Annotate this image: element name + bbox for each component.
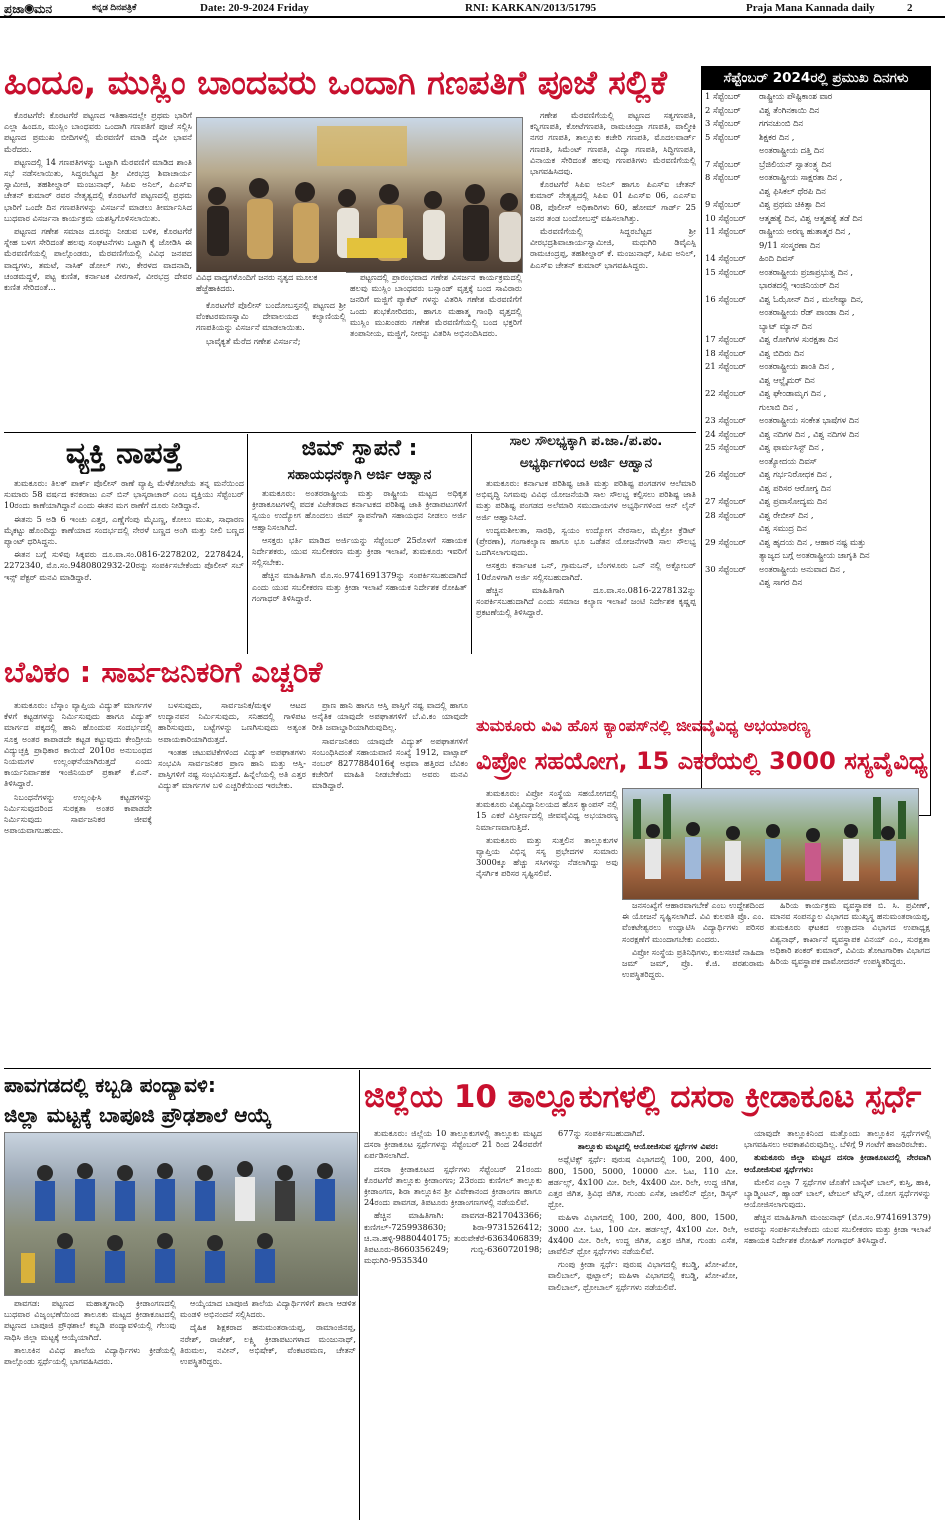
september-day-date: 22 ಸೆಪ್ಟೆಂಬರ್ bbox=[705, 388, 746, 398]
september-day-date bbox=[705, 483, 759, 495]
september-day-date: 9 ಸೆಪ್ಟೆಂಬರ್ bbox=[705, 199, 741, 209]
september-day-event: ಅಂತರಾಷ್ಟ್ರೀಯ ಪ್ರಜಾಪ್ರಭುತ್ವ ದಿನ , bbox=[759, 266, 854, 277]
september-day-date: 5 ಸೆಪ್ಟೆಂಬರ್ bbox=[705, 131, 741, 142]
september-day-event: ಶಿಕ್ಷಕರ ದಿನ , bbox=[759, 131, 795, 142]
september-day-row bbox=[702, 198, 930, 212]
september-day-date: 14 ಸೆಪ್ಟೆಂಬರ್ bbox=[705, 253, 746, 263]
september-day-date bbox=[705, 145, 759, 157]
september-day-date: 18 ಸೆಪ್ಟೆಂಬರ್ bbox=[705, 347, 746, 358]
september-day-row bbox=[702, 360, 930, 374]
september-day-event: ವಿಶ್ವ ಪರಿಸರ ಆರೋಗ್ಯ ದಿನ bbox=[759, 482, 831, 493]
rni-number: RNI: KARKAN/2013/51795 bbox=[465, 2, 597, 14]
loan-subhead: ಅಭ್ಯರ್ಥಿಗಳಿಂದ ಅರ್ಜಿ ಆಹ್ವಾನ bbox=[519, 455, 653, 471]
september-day-event: ವಿಶ್ವ ತೆಂಗಿನಕಾಯಿ ದಿನ bbox=[759, 104, 820, 115]
column-rule bbox=[247, 434, 248, 654]
september-day-date: 30 ಸೆಪ್ಟೆಂಬರ್ bbox=[705, 563, 746, 574]
ganesha-col1: ಕೊರಟಗೆರೆ: ಕೊರಟಗೆರೆ ಪಟ್ಟಣದ ಇತಿಹಾಸದಲ್ಲೇ ಪ್ರಥಮ ಭಾರಿಗೆ ಎಲ್ಲಾ ಹಿಂದೂ, ಮುಸ್ಲಿಂ ಬಾಂಧವರು ಒಂದಾಗಿ ಗಣಪತಿಗೆ ಪೂಜೆ ಸಲ್ಲಿಸಿ ಪಟ್ಟಣದ ಪ್ರಮುಖ ಬೀದಿಗಳಲ್ಲಿ ಮೆರವಣಿಗೆ ಮಾಡಿ ದೈವೀ ಭಾವನೆ ಮೆರೆದರು. ಪಟ್ಟಣದಲ್ಲಿ 14 ಗಣಪತಿಗಳನ್ನು ಒಟ್ಟಾಗಿ ಮೆರವಣಿಗೆ ಮಾಡಿದ ಶಾಂತಿ ಸಭೆ ನಡೆಸಲಾಯಿತು, ಸಿದ್ದರಬೆಟ್ಟದ ಶ್ರೀ ವೀರಭದ್ರ ಶಿವಾಚಾರ್ಯ ಸ್ವಾಮೀಜಿ, ತಹಶೀಲ್ದಾರ್ ಮಂಜುನಾಥ್, ಸಿಪಿಐ ಅನಿಲ್, ಪಿಎಸ್ಐ ಚೇತನ್ ಕುಮಾರ್ ರವರ ನೇತೃತ್ವದಲ್ಲಿ ಕೊರಟಗೆರೆ ಪಟ್ಟಣದಲ್ಲಿ ಪ್ರಥಮ ಭಾರಿಗೆ ಒಂದೇ ದಿನ ಗಣಪತಿಗಳನ್ನು ವಿಸರ್ಜನೆ ಮಾಡಲು ತೀರ್ಮಾನಿಸಿದ ಬುಧವಾರ ವಿಸರ್ಜನಾ ಕಾರ್ಯಕ್ರಮ ಯಶಸ್ವಿಗೊಳಿಸಲಾಯಿತು. ಪಟ್ಟಣದ ಗಣೇಶ ಸಮಾಜ ದೂರನ್ನು ನೀಡುವ ಬಳಿಕ, ಕೊರಟಗೆರೆ ಸ್ನೇಹ ಬಳಗ ಸೇರಿದಂತೆ ಹಲವು ಸಂಘಟನೆಗಳು ಒಟ್ಟಾಗಿ ಕೈ ಜೋಡಿಸಿ ಈ ಮೆರವಣಿಗೆಯಲ್ಲಿ ಪಾಲ್ಗೊಂಡರು, ಮೆರವಣಿಗೆಯಲ್ಲಿ ವಿವಿಧ ಜನಪದ ವಾದ್ಯಗಳು, ತಮಟೆ, ನಾಸಿಕ್ ಡೋಲ್ ಗಳು, ಕೇರಳದ ವಾದನಾದಿ, ಚಂಡಮದ್ದಳೆ, ಪಟ್ಟ ಕುಣಿತ, ಕರ್ನಾಟಕ ವೀರಗಾಸೆ, ವೀರಭದ್ರ ದೇವರ ಕುಣಿತ ಸೇರಿದಂತೆ... bbox=[4, 110, 192, 293]
september-day-date: 27 ಸೆಪ್ಟೆಂಬರ್ bbox=[705, 496, 746, 506]
september-day-event: ವಿಶ್ವ ಬಿದಿರು ದಿನ bbox=[759, 347, 805, 358]
warning-headline: ಬೆವಿಕಂ : ಸಾರ್ವಜನಿಕರಿಗೆ ಎಚ್ಚರಿಕೆ bbox=[4, 655, 323, 689]
september-day-row bbox=[702, 509, 930, 523]
biodiversity-col1: ತುಮಕೂರು: ವಿಪ್ರೋ ಸಂಸ್ಥೆಯ ಸಹಯೋಗದಲ್ಲಿ ತುಮಕೂರು ವಿಶ್ವವಿದ್ಯಾನಿಲಯದ ಹೊಸ ಕ್ಯಾಂಪಸ್ ನಲ್ಲಿ 15 ಎಕರೆ ವಿಸ್ತೀರ್ಣದಲ್ಲಿ ಜೀವವೈವಿಧ್ಯ ಅಭಯಾರಣ್ಯ ನಿರ್ಮಾಣವಾಗುತ್ತಿದೆ. ತುಮಕೂರು ಮತ್ತು ಸುತ್ತಲಿನ ತಾಲ್ಲೂಕುಗಳ ವ್ಯಾಪ್ತಿಯ ವಿಭಿನ್ನ ಸಸ್ಯ ಪ್ರಭೇದಗಳ ಸುಮಾರು 3000ಕ್ಕೂ ಹೆಚ್ಚು ಸಸಿಗಳನ್ನು ನೆಡಲಾಗಿದ್ದು ಅವು ನೈಸರ್ಗಿಕ ಪರಿಸರ ಸೃಷ್ಟಿಸಲಿವೆ. bbox=[476, 788, 618, 879]
september-day-row bbox=[702, 387, 930, 401]
september-day-date: 1 ಸೆಪ್ಟೆಂಬರ್ bbox=[705, 91, 741, 101]
september-day-event: ವಿಶ್ವ ಫಾರ್ಮಸಿಸ್ಟ್ ದಿನ , bbox=[759, 442, 825, 452]
september-day-event: ವಿಶ್ವ ಘೇಂಡಾಮೃಗ ದಿನ , bbox=[759, 388, 827, 398]
september-day-row bbox=[702, 266, 930, 280]
september-day-row bbox=[702, 441, 930, 455]
september-day-row bbox=[702, 374, 930, 388]
september-day-row bbox=[702, 495, 930, 509]
biodiversity-col3: ಹಿರಿಯ ಕಾರ್ಯಕ್ರಮ ವ್ಯವಸ್ಥಾಪಕ ಬಿ. ಸಿ. ಪ್ರವೀಣ್, ಮಾನವ ಸಂಪನ್ಮೂಲ ವಿಭಾಗದ ಮುಖ್ಯಸ್ಥ ಹನುಮಂತರಾಯಪ್ಪ, ತುಮಕೂರು ಘಟಕದ ಉತ್ಪಾದನಾ ವಿಭಾಗದ ಉಪಾಧ್ಯಕ್ಷ ವಿಶ್ವನಾಥ್, ಕಾರ್ಖಾನೆ ವ್ಯವಸ್ಥಾಪಕ ವಿನಯ್ ಎಂ., ಸುರಕ್ಷತಾ ಅಧಿಕಾರಿ ಶಂಕರ್ ಕುಮಾರ್, ವಿವಿಯ ತೋಟಗಾರಿಕಾ ವಿಭಾಗದ ಹಿರಿಯ ವ್ಯವಸ್ಥಾಪಕ ದಾಮೋದರನ್ ಉಪಸ್ಥಿತರಿದ್ದರು. bbox=[770, 900, 930, 967]
header-divider bbox=[0, 16, 945, 18]
ganesha-col2b: ಪಟ್ಟಣದಲ್ಲಿ ಪ್ರಾರಂಭವಾದ ಗಣೇಶ ವಿಸರ್ಜನ ಕಾರ್ಯಕ್ರಮದಲ್ಲಿ ಹಲವು ಮುಸ್ಲಿಂ ಬಾಂಧವರು ಬಸ್ಸಾಂಡ್ ವೃತ್ತಕ್ಕೆ ಬಂದ ಸಾವಿರಾರು ಜನರಿಗೆ ಮಜ್ಜಿಗೆ ಪ್ಯಾಕೆಟ್ ಗಳನ್ನು ವಿತರಿಸಿ ಗಣೇಶ ಮೆರವಣಿಗೆಗೆ ಒಂದು ಶುಭಕೋರಿದರು, ಹಾಗೂ ಮಹಾತ್ಮ ಗಾಂಧಿ ವೃತ್ತದಲ್ಲಿ ಮುಸ್ಲಿಂ ಮುಖಂಡರು ಗಣೇಶ ಮೆರವಣಿಗೆಯಲ್ಲಿ ಬಂದ ಭಕ್ತರಿಗೆ ತಂಪಾನೀಯ, ಮಜ್ಜಿಗೆ, ನೀರನ್ನು ವಿತರಿಸಿ ಅಭಿನಂದಿಸಿದರು. bbox=[350, 272, 522, 339]
september-day-row bbox=[702, 414, 930, 428]
september-day-row bbox=[702, 252, 930, 266]
september-day-event: ಅಂತರಾಷ್ಟ್ರೀಯ ಸಾಕ್ಷರತಾ ದಿನ , bbox=[759, 172, 843, 182]
september-day-date bbox=[705, 456, 759, 468]
september-day-row bbox=[702, 144, 930, 158]
september-day-event: ಅಂತರಾಷ್ಟ್ರೀಯ ದತ್ತಿ ದಿನ bbox=[759, 145, 824, 155]
biodiversity-kicker: ತುಮಕೂರು ವಿವಿ ಹೊಸ ಕ್ಯಾಂಪಸ್‌ನಲ್ಲಿ ಜೀವವೈವಿಧ್ಯ ಅಭಯಾರಣ್ಯ bbox=[476, 716, 811, 735]
september-day-row bbox=[702, 90, 930, 104]
september-day-date: 16 ಸೆಪ್ಟೆಂಬರ್ bbox=[705, 293, 746, 304]
september-day-event: ಬ್ಯಾಟ್ ಮ್ಯಾನ್ ದಿನ bbox=[759, 320, 812, 331]
gym-headline: ಜಿಮ್ ಸ್ಥಾಪನೆ : bbox=[301, 436, 418, 461]
september-day-row bbox=[702, 158, 930, 172]
september-day-date bbox=[705, 321, 759, 333]
gym-body: ತುಮಕೂರು: ಅಂತರರಾಷ್ಟ್ರೀಯ ಮತ್ತು ರಾಷ್ಟ್ರೀಯ ಮಟ್ಟದ ಅಧಿಕೃತ ಕ್ರೀಡಾಕೂಟಗಳಲ್ಲಿ ಪದಕ ವಿಜೇತರಾದ ಕರ್ನಾಟಕದ ಪರಿಶಿಷ್ಟ ಜಾತಿ ಕ್ರೀಡಾಪಟುಗಳಿಗೆ ಸ್ವಯಂ ಉದ್ಯೋಗ ಹೊಂದಲು ಜಿಮ್ ಸ್ಥಾಪನೆಗಾಗಿ ಸಹಾಯಧನ ನೀಡಲು ಅರ್ಜಿ ಆಹ್ವಾನಿಸಲಾಗಿದೆ. ಆಸಕ್ತರು ಭರ್ತಿ ಮಾಡಿದ ಅರ್ಜಿಯನ್ನು ಸೆಪ್ಟೆಂಬರ್ 25ರೊಳಗೆ ಸಹಾಯಕ ನಿರ್ದೇಶಕರು, ಯುವ ಸಬಲೀಕರಣ ಮತ್ತು ಕ್ರೀಡಾ ಇಲಾಖೆ, ತುಮಕೂರು ಇವರಿಗೆ ಸಲ್ಲಿಸಬೇಕು. ಹೆಚ್ಚಿನ ಮಾಹಿತಿಗಾಗಿ ಮೊ.ಸಂ.9741691379ನ್ನು ಸಂಪರ್ಕಿಸಬಹುದಾಗಿದೆ ಎಂದು ಯುವ ಸಬಲೀಕರಣ ಮತ್ತು ಕ್ರೀಡಾ ಇಲಾಖೆ ಸಹಾಯಕ ನಿರ್ದೇಶಕ ರೋಹಿತ್ ಗಂಗಾಧರ್ ತಿಳಿಸಿದ್ದಾರೆ. bbox=[252, 488, 467, 603]
section-divider bbox=[4, 1068, 931, 1069]
september-day-row bbox=[702, 104, 930, 118]
team-photo-icon bbox=[5, 1133, 357, 1295]
loan-body: ತುಮಕೂರು: ಕರ್ನಾಟಕ ಪರಿಶಿಷ್ಟ ಜಾತಿ ಮತ್ತು ಪರಿಶಿಷ್ಟ ಪಂಗಡಗಳ ಆಲೆಮಾರಿ ಅಭಿವೃದ್ಧಿ ನಿಗಮವು ವಿವಿಧ ಯೋಜನೆಯಡಿ ಸಾಲ ಸೌಲಭ್ಯ ಕಲ್ಪಿಸಲು ಪರಿಶಿಷ್ಟ ಜಾತಿ ಮತ್ತು ಪರಿಶಿಷ್ಟ ಪಂಗಡದ ಅಲೆಮಾರಿ ಸಮುದಾಯಗಳ ಅಭ್ಯರ್ಥಿಗಳಿಂದ ಆನ್ ಲೈನ್ ಅರ್ಜಿ ಆಹ್ವಾನಿಸಿದೆ. ಉದ್ಯಮಶೀಲತಾ, ಸಾರಥಿ, ಸ್ವಯಂ ಉದ್ಯೋಗ ನೇರಸಾಲ, ಮೈಕ್ರೋ ಕ್ರೆಡಿಟ್ (ಪ್ರೇರಣಾ), ಗಂಗಾಕಲ್ಯಾಣ ಹಾಗೂ ಭೂ ಒಡೆತನ ಯೋಜನೆಗಳಡಿ ಸಾಲ ಸೌಲಭ್ಯ ಒದಗಿಸಲಾಗುವುದು. ಆಸಕ್ತರು ಕರ್ನಾಟಕ ಒನ್, ಗ್ರಾಮಒನ್, ಬೆಂಗಳೂರು ಒನ್ ನಲ್ಲಿ ಅಕ್ಟೋಬರ್ 10ರೊಳಗಾಗಿ ಅರ್ಜಿ ಸಲ್ಲಿಸಬಹುದಾಗಿದೆ. ಹೆಚ್ಚಿನ ಮಾಹಿತಿಗಾಗಿ ದೂ.ವಾ.ಸಂ.0816-2278132ನ್ನು ಸಂಪರ್ಕಿಸಬಹುದಾಗಿದೆ ಎಂದು ಸಮಾಜ ಕಲ್ಯಾಣ ಇಲಾಖೆ ಜಂಟಿ ನಿರ್ದೇಶಕ ಕೃಷ್ಣಪ್ಪ ಪ್ರಕಟಣೆಯಲ್ಲಿ ತಿಳಿಸಿದ್ದಾರೆ. bbox=[476, 478, 696, 618]
september-days-title: ಸೆಪ್ಟೆಂಬರ್ 2024ರಲ್ಲಿ ಪ್ರಮುಖ ದಿನಗಳು bbox=[701, 66, 931, 90]
september-day-event: ತ್ಯಾಜ್ಯದ ಬಗ್ಗೆ ಅಂತರಾಷ್ಟ್ರೀಯ ಜಾಗೃತಿ ದಿನ bbox=[759, 550, 870, 560]
september-day-event: ವಿಶ್ವ ರೇಬೀಸ್ ದಿನ , bbox=[759, 509, 814, 520]
september-day-row bbox=[702, 117, 930, 131]
september-day-row bbox=[702, 212, 930, 226]
column-rule bbox=[471, 434, 472, 654]
page-number: 2 bbox=[907, 2, 913, 14]
september-day-date bbox=[705, 280, 759, 292]
missing-body: ತುಮಕೂರು: ತಿಲಕ್ ಪಾರ್ಕ್ ಪೊಲೀಸ್ ಠಾಣೆ ವ್ಯಾಪ್ತಿ ಮೆಳೆಕೋಟೆಯ ತನ್ನ ಮನೆಯಿಂದ ಸುಮಾರು 58 ವರ್ಷದ ಕನಕರಾಜು ಎನ್ ಬಿನ್ ಭಾಸ್ಕರಾಚಾರ್ ಎಂಬ ವ್ಯಕ್ತಿಯು ಸೆಪ್ಟೆಂಬರ್ 10ರಂದು ಕಾಣೆಯಾಗಿದ್ದಾನೆ ಎಂದು ಈತನ ಮಗ ಠಾಣೆಗೆ ದೂರು ನೀಡಿದ್ದಾನೆ. ಈತನು 5 ಅಡಿ 6 ಇಂಚು ಎತ್ತರ, ಎಣ್ಣೆಗೆಂಪು ಮೈಬಣ್ಣ, ಕೋಲು ಮುಖ, ಸಾಧಾರಣ ಮೈಕಟ್ಟು ಹೊಂದಿದ್ದು ಕಾಣೆಯಾದ ಸಂದರ್ಭದಲ್ಲಿ ನೇರಳೆ ಬಣ್ಣದ ಅಂಗಿ ಮತ್ತು ನೀಲಿ ಬಣ್ಣದ ಪ್ಯಾಂಟ್ ಧರಿಸಿದ್ದನು. ಈತನ ಬಗ್ಗೆ ಸುಳಿವು ಸಿಕ್ಕವರು ದೂ.ವಾ.ಸಂ.0816-2278202, 2278424, 2272340, ಮೊ.ಸಂ.9480802932-20ರನ್ನು ಸಂಪರ್ಕಿಸಬೇಕೆಂದು ಪೊಲೀಸ್ ಸಬ್ ಇನ್ಸ್ ಪೆಕ್ಟರ್ ಮನವಿ ಮಾಡಿದ್ದಾರೆ. bbox=[4, 478, 244, 582]
september-day-event: ಅಂತರಾಷ್ಟ್ರೀಯ ಅನುವಾದ ದಿನ , bbox=[759, 563, 846, 574]
september-day-row bbox=[702, 549, 930, 563]
september-day-date: 3 ಸೆಪ್ಟೆಂಬರ್ bbox=[705, 118, 741, 128]
gym-subhead: ಸಹಾಯಧನಕ್ಕಾಗಿ ಅರ್ಜಿ ಆಹ್ವಾನ bbox=[287, 467, 432, 483]
biodiversity-headline: ವಿಪ್ರೋ ಸಹಯೋಗ, 15 ಎಕರೆಯಲ್ಲಿ 3000 ಸಸ್ಯವೈವಿಧ್ಯ bbox=[476, 747, 928, 775]
september-day-date bbox=[705, 550, 759, 562]
september-day-event: ವಿಶ್ವ ಗರ್ಭನಿರೋಧಕ ದಿನ , bbox=[759, 469, 833, 479]
kabaddi-subhead: ಜಿಲ್ಲಾ ಮಟ್ಟಕ್ಕೆ ಬಾಪೂಜಿ ಪ್ರೌಢಶಾಲೆ ಆಯ್ಕೆ bbox=[4, 1103, 272, 1127]
september-day-row bbox=[702, 171, 930, 185]
september-day-event: 9/11 ಸಂಸ್ಮರಣಾ ದಿನ bbox=[759, 239, 821, 250]
column-rule bbox=[359, 1070, 360, 1520]
september-day-date: 21 ಸೆಪ್ಟೆಂಬರ್ bbox=[705, 361, 746, 371]
ganesha-photo-caption: ವಿವಿಧ ವಾದ್ಯಗಳೊಂದಿಗೆ ಜನರು ನೃತ್ಯದ ಮೂಲಕ ಹೆಜ್ಜೆಹಾಕಿದರು. bbox=[196, 272, 346, 300]
ganesha-col3: ಗಣೇಶ ಮೆರವಣಿಗೆಯಲ್ಲಿ ಪಟ್ಟಣದ ಸತ್ಯಗಣಪತಿ, ಕನ್ನಿಗಣಪತಿ, ಕೋಟೆಗಣಪತಿ, ರಾಮಚಂದ್ರಾ ಗಣಪತಿ, ವಾಲ್ಮೀಕಿ ನಗರ ಗಣಪತಿ, ತಾಲ್ಲೂಕು ಕಚೇರಿ ಗಣಪತಿ, ಮೊದಲವಾರ್ಡ್ ಗಣಪತಿ, ಸಿಮೆಂಟ್ ಗಣಪತಿ, ವಿದ್ಯಾ ಗಣಪತಿ, ಸಿದ್ಧಿಗಣಪತಿ, ವಿನಾಯಕ ಸೇರಿದಂತೆ ಹಲವು ಗಣಪತಿಗಳು ಮೆರವಣಿಗೆಯಲ್ಲಿ ಭಾಗವಹಿಸಿದವು. ಕೊರಟಗೆರೆ ಸಿಪಿಐ ಅನಿಲ್ ಹಾಗೂ ಪಿಎಸ್ಐ ಚೇತನ್ ಕುಮಾರ್ ನೇತೃತ್ವದಲ್ಲಿ ಸಿಪಿಐ 01 ಪಿಎಸ್ಐ 06, ಎಎಸ್ಐ 08, ಪೊಲೀಸ್ ಅಧಿಕಾರಿಗಳು 60, ಹೋಮ್ ಗಾರ್ಡ್ 25 ಜನರ ತಂಡ ಬಂದೋಬಸ್ತ್ ವಹಿಸಲಾಗಿತ್ತು. ಮೆರವಣಿಗೆಯಲ್ಲಿ ಸಿದ್ದರಬೆಟ್ಟದ ಶ್ರೀ ವೀರಭದ್ರಶಿವಾಚಾರ್ಯಸ್ವಾಮೀಜಿ, ಮಧುಗಿರಿ ಡಿವೈಎಸ್ಪಿ ರಾಮಚಂದ್ರಪ್ಪ, ತಹಶೀಲ್ದಾರ್ ಕೆ. ಮಂಜುನಾಥ್, ಸಿಪಿಐ ಅನಿಲ್, ಪಿಎಸ್ಐ ಚೇತನ್ ಕುಮಾರ್ ಭಾಗವಹಿಸಿದ್ದರು. bbox=[530, 110, 696, 270]
paper-tagline: ಕನ್ನಡ ದಿನಪತ್ರಿಕೆ bbox=[92, 2, 137, 12]
september-day-row bbox=[702, 279, 930, 293]
september-day-row bbox=[702, 536, 930, 550]
kabaddi-headline: ಪಾವಗಡದಲ್ಲಿ ಕಬ್ಬಡಿ ಪಂದ್ಯಾವಳಿ: bbox=[4, 1073, 216, 1097]
masthead bbox=[0, 0, 945, 16]
september-day-row bbox=[702, 428, 930, 442]
paper-logo: ಪ್ರಜಾ◉ಮನ bbox=[4, 2, 53, 16]
september-day-date bbox=[705, 240, 759, 252]
september-day-event: ಅಂತರಾಷ್ಟ್ರೀಯ ಸಂಕೇತ ಭಾಷೆಗಳ ದಿನ bbox=[759, 415, 859, 425]
ganesha-procession-photo bbox=[196, 117, 523, 273]
september-day-date bbox=[705, 186, 759, 198]
september-day-date: 11 ಸೆಪ್ಟೆಂಬರ್ bbox=[705, 226, 746, 236]
september-day-event: ಬ್ರೆಜಿಲಿಯನ್ ಸ್ವಾತಂತ್ರ್ಯ ದಿನ bbox=[759, 158, 832, 169]
september-day-event: ರಾಷ್ಟ್ರೀಯ ಪೌಷ್ಟಿಕಾಂಶ ವಾರ bbox=[759, 91, 833, 101]
september-day-event: ಗುಲಾಬಿ ದಿನ , bbox=[759, 401, 799, 412]
warning-col2: ಬಳಸುವುದು, ಸಾರ್ವಜನಿಕ/ಮಕ್ಕಳ ಆಟದ ಉದ್ಯಾನವನ ನಿರ್ಮಿಸುವುದು, ಸನಿಹದಲ್ಲಿ ಗಾಳಿಪಟ ಹಾರಿಸುವುದು, ಬಟ್ಟೆಗಳನ್ನು ಒಣಗಿಸುವುದು ಅತ್ಯಂತ ಅಪಾಯಕಾರಿಯಾಗಿರುತ್ತದೆ. ಇಂತಹ ಚಟುವಟಿಕೆಗಳಿಂದ ವಿದ್ಯುತ್ ಅಪಘಾತಗಳು ಸಂಭವಿಸಿ ಸಾರ್ವಜನಿಕರ ಪ್ರಾಣ ಹಾನಿ ಮತ್ತು ಆಸ್ತಿ-ಪಾಸ್ತಿಗಳಿಗೆ ನಷ್ಟ ಸಂಭವಿಸುತ್ತದೆ. ಹಿನ್ನೆಲೆಯಲ್ಲಿ ಅತಿ ಎತ್ತರ ವಿದ್ಯುತ್ ಮಾರ್ಗಗಳ ಬಳಿ ಎಚ್ಚರಿಕೆಯಿಂದ ಇರಬೇಕು. bbox=[158, 700, 306, 791]
missing-headline: ವ್ಯಕ್ತಿ ನಾಪತ್ತೆ bbox=[65, 436, 183, 471]
september-day-event: ವಿಶ್ವ ಓಝೋನ್ ದಿನ , ಮಲೇಷ್ಯಾ ದಿನ, bbox=[759, 293, 864, 304]
september-day-row bbox=[702, 293, 930, 307]
september-day-row bbox=[702, 482, 930, 496]
september-day-event: ವಿಶ್ವ ಫಿಸಿಕಲ್ ಥೆರಪಿ ದಿನ bbox=[759, 185, 826, 196]
september-day-row bbox=[702, 468, 930, 482]
kabaddi-team-photo bbox=[4, 1132, 358, 1296]
ganesha-col2a: ಕೊರಟಗೆರೆ ಪೊಲೀಸ್ ಬಂದೋಬಸ್ತನಲ್ಲಿ ಪಟ್ಟಣದ ಶ್ರೀ ವೆಂಕಟರಮಣಸ್ವಾಮಿ ದೇವಾಲಯದ ಕಲ್ಯಾಣಿಯಲ್ಲಿ ಗಣಪತಿಯನ್ನು ವಿಸರ್ಜನೆ ಮಾಡಲಾಯಿತು. ಭಾವೈಕ್ಯತೆ ಮೆರೆದ ಗಣೇಶ ವಿಸರ್ಜನೆ; bbox=[196, 300, 346, 346]
september-day-date: 26 ಸೆಪ್ಟೆಂಬರ್ bbox=[705, 469, 746, 479]
september-day-row bbox=[702, 563, 930, 577]
september-day-row bbox=[702, 320, 930, 334]
september-day-date: 24 ಸೆಪ್ಟೆಂಬರ್ bbox=[705, 428, 746, 439]
dasara-col3: ಯಾವುದೇ ತಾಲ್ಲೂಕಿನಿಂದ ಮತ್ತೊಂದು ತಾಲ್ಲೂಕಿನ ಸ್ಪರ್ಧೆಗಳಲ್ಲಿ ಭಾಗವಹಿಸಲು ಅವಕಾಶವಿರುವುದಿಲ್ಲ. ಬೆಳಿಗ್ಗೆ 9 ಗಂಟೆಗೆ ಹಾಜರಿರಬೇಕು. ತುಮಕೂರು ಜಿಲ್ಲಾ ಮಟ್ಟದ ದಸರಾ ಕ್ರೀಡಾಕೂಟದಲ್ಲಿ ನೇರವಾಗಿ ಆಯೋಜಿಸುವ ಸ್ಪರ್ಧೆಗಳು: ಮೇಲಿನ ಎಲ್ಲಾ 7 ಸ್ಪರ್ಧೆಗಳ ಜೊತೆಗೆ ಬಾಸ್ಕೆಟ್ ಬಾಲ್, ಕುಸ್ತಿ, ಹಾಕಿ, ಬ್ಯಾಡ್ಮಿಂಟನ್, ಹ್ಯಾಂಡ್ ಬಾಲ್, ಟೇಬಲ್ ಟೆನ್ನಿಸ್, ಯೋಗ ಸ್ಪರ್ಧೆಗಳನ್ನು ಆಯೋಜಿಸಲಾಗುವುದು. ಹೆಚ್ಚಿನ ಮಾಹಿತಿಗಾಗಿ ಮಂಜುನಾಥ್ (ಮೊ.ಸಂ.9741691379) ಅವರನ್ನು ಸಂಪರ್ಕಿಸಬೇಕೆಂದು ಯುವ ಸಬಲೀಕರಣ ಮತ್ತು ಕ್ರೀಡಾ ಇಲಾಖೆ ಸಹಾಯಕ ನಿರ್ದೇಶಕ ರೋಹಿತ್ ಗಂಗಾಧರ್ ತಿಳಿಸಿದ್ದಾರೆ. bbox=[744, 1128, 931, 1245]
september-day-event: ವಿಶ್ವ ರೋಗಿಗಳ ಸುರಕ್ಷತಾ ದಿನ bbox=[759, 334, 839, 344]
september-day-row bbox=[702, 185, 930, 199]
paper-name: Praja Mana Kannada daily bbox=[746, 2, 875, 14]
september-day-event: ವಿಶ್ವ ನದಿಗಳ ದಿನ , ವಿಶ್ವ ನದಿಗಳ ದಿನ bbox=[759, 428, 860, 439]
september-day-event: ವಿಶ್ವ ಪ್ರಥಮ ಚಿಕಿತ್ಸಾ ದಿನ bbox=[759, 199, 826, 209]
people-planting-photo-icon bbox=[623, 789, 918, 899]
september-day-row bbox=[702, 333, 930, 347]
biodiversity-photo bbox=[622, 788, 919, 900]
september-day-event: ಅಂತರಾಷ್ಟ್ರೀಯ ರೆಡ್ ಪಾಂಡಾ ದಿನ , bbox=[759, 307, 855, 317]
september-day-date: 7 ಸೆಪ್ಟೆಂಬರ್ bbox=[705, 158, 741, 169]
september-day-date: 17 ಸೆಪ್ಟೆಂಬರ್ bbox=[705, 334, 746, 344]
september-day-event: ವಿಶ್ವ ಸಾಗರ ದಿನ bbox=[759, 577, 803, 587]
september-day-row bbox=[702, 455, 930, 469]
dasara-col2: 677ನ್ನು ಸಂಪರ್ಕಿಸಬಹುದಾಗಿದೆ. ತಾಲ್ಲೂಕು ಮಟ್ಟದಲ್ಲಿ ಆಯೋಜಿಸುವ ಸ್ಪರ್ಧೆಗಳ ವಿವರ: ಅಥ್ಲೆಟಿಕ್ಸ್ ಸ್ಪರ್ಧೆ: ಪುರುಷ ವಿಭಾಗದಲ್ಲಿ 100, 200, 400, 800, 1500, 5000, 10000 ಮೀ. ಓಟ, 110 ಮೀ. ಹರ್ಡಲ್ಸ್, 4x100 ಮೀ. ರಿಲೇ, 4x400 ಮೀ. ರಿಲೇ, ಉದ್ದ ಜಿಗಿತ, ಎತ್ತರ ಜಿಗಿತ, ತ್ರಿವಿಧ ಜಿಗಿತ, ಗುಂಡು ಎಸೆತ, ಜಾವೆಲಿನ್ ಥ್ರೋ, ಡಿಸ್ಕಸ್ ಥ್ರೋ. ಮಹಿಳಾ ವಿಭಾಗದಲ್ಲಿ 100, 200, 400, 800, 1500, 3000 ಮೀ. ಓಟ, 100 ಮೀ. ಹರ್ಡಲ್ಸ್, 4x100 ಮೀ. ರಿಲೇ, 4x400 ಮೀ. ರಿಲೇ, ಉದ್ದ ಜಿಗಿತ, ಎತ್ತರ ಜಿಗಿತ, ಗುಂಡು ಎಸೆತ, ಜಾವೆಲಿನ್ ಥ್ರೋ ಸ್ಪರ್ಧೆಗಳು ನಡೆಯಲಿವೆ. ಗುಂಪು ಕ್ರೀಡಾ ಸ್ಪರ್ಧೆ: ಪುರುಷ ವಿಭಾಗದಲ್ಲಿ ಕಬಡ್ಡಿ, ಖೋ-ಖೋ, ವಾಲಿಬಾಲ್, ಫುಟ್ಬಾಲ್; ಮಹಿಳಾ ವಿಭಾಗದಲ್ಲಿ ಕಬಡ್ಡಿ, ಖೋ-ಖೋ, ವಾಲಿಬಾಲ್, ಥ್ರೋಬಾಲ್ ಸ್ಪರ್ಧೆಗಳು ನಡೆಯಲಿವೆ. bbox=[548, 1128, 738, 1292]
september-day-date: 8 ಸೆಪ್ಟೆಂಬರ್ bbox=[705, 172, 741, 182]
warning-col3: ಪ್ರಾಣ ಹಾನಿ ಹಾಗೂ ಆಸ್ತಿ ಪಾಸ್ತಿಗೆ ನಷ್ಟ ವಾದಲ್ಲಿ ಹಾಗೂ ಅನೈತಿಕ ಯಾವುದೇ ಅಪಘಾತಗಳಿಗೆ ಬೆ.ವಿ.ಕಂ ಯಾವುದೇ ರೀತಿ ಜವಾಬ್ದಾರಿಯಾಗಿರುವುದಿಲ್ಲ. ಸಾರ್ವಜನಿಕರು ಯಾವುದೇ ವಿದ್ಯುತ್ ಅಪಘಾತಗಳಿಗೆ ಸಂಬಂಧಿಸಿದಂತೆ ಸಹಾಯವಾಣಿ ಸಂಖ್ಯೆ 1912, ವಾಟ್ಸಾಪ್ ನಂಬರ್ 8277884016ಕ್ಕೆ ಅಥವಾ ಹತ್ತಿರದ ಬೆವಿಕಂ ಕಚೇರಿಗೆ ಮಾಹಿತಿ ನೀಡಬೇಕೆಂದು ಅವರು ಮನವಿ ಮಾಡಿದ್ದಾರೆ. bbox=[312, 700, 468, 791]
september-day-event: ರಾಷ್ಟ್ರೀಯ ಅರಣ್ಯ ಹುತಾತ್ಮರ ದಿನ , bbox=[759, 226, 851, 236]
september-day-event: ವಿಶ್ವ ಹೃದಯ ದಿನ , ಆಹಾರ ನಷ್ಟ ಮತ್ತು bbox=[759, 536, 866, 547]
september-day-row bbox=[702, 522, 930, 536]
september-day-date: 28 ಸೆಪ್ಟೆಂಬರ್ bbox=[705, 509, 746, 520]
september-day-date bbox=[705, 523, 759, 535]
loan-headline: ಸಾಲ ಸೌಲಭ್ಯಕ್ಕಾಗಿ ಪ.ಜಾ./ಪ.ಪಂ. bbox=[509, 433, 663, 449]
september-day-row bbox=[702, 347, 930, 361]
september-day-date bbox=[705, 307, 759, 319]
september-day-row bbox=[702, 225, 930, 239]
issue-date: Date: 20-9-2024 Friday bbox=[200, 2, 309, 14]
warning-col1: ತುಮಕೂರು: ಬೆಸ್ಕಾಂ ವ್ಯಾಪ್ತಿಯ ವಿದ್ಯುತ್ ಮಾರ್ಗಗಳ ಕೆಳಗೆ ಕಟ್ಟಡಗಳನ್ನು ನಿರ್ಮಿಸುವುದು ಹಾಗೂ ವಿದ್ಯುತ್ ಮಾರ್ಗದ ಪಕ್ಕದಲ್ಲಿ ಹಾನಿ ಹೊಂದುವ ಸಂದರ್ಭದಲ್ಲಿ ಸೂಕ್ತ ಅಂತರ ಕಾಪಾಡದೇ ಕಟ್ಟಡ ಕಟ್ಟುವುದು ಕೇಂದ್ರೀಯ ವಿದ್ಯುಚ್ಛಕ್ತಿ ಪ್ರಾಧಿಕಾರ ಕಾಯಿದೆ 2010ರ ಅನುಬಂಧದ ನಿಯಮಗಳ ಉಲ್ಲಂಘನೆಯಾಗಿರುತ್ತದೆ ಎಂದು ಕಾರ್ಯನಿರ್ವಾಹಕ ಇಂಜಿನಿಯರ್ ಪ್ರಕಾಶ್ ಕೆ.ಎನ್. ತಿಳಿಸಿದ್ದಾರೆ. ನಿಬಂಧನೆಗಳನ್ನು ಉಲ್ಲಂಘಿಸಿ ಕಟ್ಟಡಗಳನ್ನು ನಿರ್ಮಿಸುವುದರಿಂದ ಸುರಕ್ಷತಾ ಅಂತರ ಕಾಪಾಡದೇ ನಿರ್ಮಿಸುವುದು ಸಾರ್ವಜನಿಕರ ಜೀವಕ್ಕೆ ಅಪಾಯವಾಗಬಹುದು. bbox=[4, 700, 152, 836]
september-day-date: 25 ಸೆಪ್ಟೆಂಬರ್ bbox=[705, 442, 746, 452]
september-day-date bbox=[705, 375, 759, 387]
september-day-row bbox=[702, 576, 930, 590]
september-day-row bbox=[702, 401, 930, 415]
september-day-event: ವಿಶ್ವ ಪ್ರವಾಸೋದ್ಯಮ ದಿನ bbox=[759, 496, 828, 506]
september-day-event: ಹಿಂದಿ ದಿವಸ್ bbox=[759, 253, 795, 263]
september-day-date: 2 ಸೆಪ್ಟೆಂಬರ್ bbox=[705, 104, 741, 115]
september-day-date bbox=[705, 577, 759, 589]
kabaddi-col1: ಪಾವಗಡ: ಪಟ್ಟಣದ ಮಹಾತ್ಮಗಾಂಧಿ ಕ್ರೀಡಾಂಗಣದಲ್ಲಿ ಬುಧವಾರ ವಿಜೃಂಭಣೆಯಿಂದ ತಾಲೂಕು ಮಟ್ಟದ ಕ್ರೀಡಾಕೂಟದಲ್ಲಿ ಪಟ್ಟಣದ ಬಾಪೂಜಿ ಪ್ರೌಢಶಾಲೆ ಕಬ್ಬಡಿ ಪಂದ್ಯಾವಳಿಯಲ್ಲಿ ಗೆಲುವು ಸಾಧಿಸಿ ಜಿಲ್ಲಾ ಮಟ್ಟಕ್ಕೆ ಆಯ್ಕೆಯಾಗಿದೆ. ತಾಲೂಕಿನ ವಿವಿಧ ಶಾಲೆಯ ವಿದ್ಯಾರ್ಥಿಗಳು ಕ್ರೀಡೆಯಲ್ಲಿ ಪಾಲ್ಗೊಂಡು ಸ್ಪರ್ಧೆಯಲ್ಲಿ ಭಾಗವಹಿಸಿದರು. bbox=[4, 1298, 176, 1367]
september-day-event: ಅಂತರಾಷ್ಟ್ರೀಯ ಶಾಂತಿ ದಿನ , bbox=[759, 361, 835, 371]
september-day-date: 15 ಸೆಪ್ಟೆಂಬರ್ bbox=[705, 266, 746, 277]
september-day-event: ಆತ್ಮಹತ್ಯೆ ದಿನ, ವಿಶ್ವ ಆತ್ಮಹತ್ಯೆ ತಡೆ ದಿನ bbox=[759, 212, 863, 223]
september-day-date: 23 ಸೆಪ್ಟೆಂಬರ್ bbox=[705, 415, 746, 425]
september-day-row bbox=[702, 131, 930, 145]
september-day-date bbox=[705, 402, 759, 414]
september-day-event: ವಿಶ್ವ ಆಲ್ಝೈಮರ್ ದಿನ bbox=[759, 374, 815, 385]
september-day-event: ಅಂತ್ಯೋದಯ ದಿವಸ್ bbox=[759, 455, 817, 466]
biodiversity-col2: ಜನಸಂಖ್ಯೆಗೆ ಆಹಾರವಾಗಬೇಕೆ ಎಂಬ ಉದ್ದೇಶದಿಂದ ಈ ಯೋಜನೆ ಸೃಷ್ಟಿಸಲಾಗಿದೆ. ವಿವಿ ಕುಲಪತಿ ಪ್ರೊ. ಎಂ. ವೆಂಕಟೇಶ್ವರಲು ಉದ್ಘಾಟಿಸಿ ವಿದ್ಯಾರ್ಥಿಗಳು ಪರಿಸರ ಸಂರಕ್ಷಣೆಗೆ ಮುಂದಾಗಬೇಕು ಎಂದರು. ವಿಪ್ರೋ ಸಂಸ್ಥೆಯ ಪ್ರತಿನಿಧಿಗಳು, ಕುಲಸಚಿವೆ ನಾಹಿದಾ ಜಮ್ ಜಮ್, ಪ್ರೊ. ಕೆ.ಜಿ. ಪರಶುರಾಮ ಉಪಸ್ಥಿತರಿದ್ದರು. bbox=[622, 900, 764, 980]
september-days-list bbox=[701, 89, 931, 816]
september-day-row bbox=[702, 306, 930, 320]
september-day-event: ಗಗನಚುಂಬಿ ದಿನ bbox=[759, 118, 804, 128]
september-day-date: 29 ಸೆಪ್ಟೆಂಬರ್ bbox=[705, 536, 746, 547]
dasara-headline: ಜಿಲ್ಲೆಯ 10 ತಾಲ್ಲೂಕುಗಳಲ್ಲಿ ದಸರಾ ಕ್ರೀಡಾಕೂಟ ಸ್ಪರ್ಧೆ bbox=[364, 1079, 922, 1115]
september-day-row bbox=[702, 239, 930, 253]
september-day-event: ಭಾರತದಲ್ಲಿ ಇಂಜಿನಿಯರ್ ದಿನ bbox=[759, 280, 840, 290]
september-day-date: 10 ಸೆಪ್ಟೆಂಬರ್ bbox=[705, 212, 746, 223]
dasara-col1: ತುಮಕೂರು: ಜಿಲ್ಲೆಯ 10 ತಾಲ್ಲೂಕುಗಳಲ್ಲಿ ತಾಲ್ಲೂಕು ಮಟ್ಟದ ದಸರಾ ಕ್ರೀಡಾಕೂಟ ಸ್ಪರ್ಧೆಗಳನ್ನು ಸೆಪ್ಟೆಂಬರ್ 21 ರಿಂದ 24ರವರೆಗೆ ಏರ್ಪಡಿಸಲಾಗಿದೆ. ದಸರಾ ಕ್ರೀಡಾಕೂಟದ ಸ್ಪರ್ಧೆಗಳು ಸೆಪ್ಟೆಂಬರ್ 21ರಂದು ಕೊರಟಗೆರೆ ತಾಲ್ಲೂಕು ಕ್ರೀಡಾಂಗಣ; 23ರಂದು ಕುಣಿಗಲ್ ತಾಲ್ಲೂಕು ಕ್ರೀಡಾಂಗಣ, ಶಿರಾ ತಾಲ್ಲೂಕಿನ ಶ್ರೀ ವಿವೇಕಾನಂದ ಕ್ರೀಡಾಂಗಣ ಹಾಗೂ 24ರಂದು ಪಾವಗಡ, ತಿಪಟೂರು ಕ್ರೀಡಾಂಗಣಗಳಲ್ಲಿ ನಡೆಯಲಿವೆ. ಹೆಚ್ಚಿನ ಮಾಹಿತಿಗಾಗಿ: ಪಾವಗಡ-8217043366; ಕುಣಿಗಲ್-7259938630; ಶಿರಾ-9731526412; ಚಿ.ನಾ.ಹಳ್ಳಿ-9880440175; ತುರುವೇಕೆರೆ-6363406839; ತಿಪಟೂರು-8660356249; ಗುಬ್ಬಿ-6360720198; ಮಧುಗಿರಿ-9535340 bbox=[364, 1128, 542, 1266]
september-day-event: ವಿಶ್ವ ಸಮುದ್ರ ದಿನ bbox=[759, 523, 807, 533]
ganesha-headline: ಹಿಂದೂ, ಮುಸ್ಲಿಂ ಬಾಂದವರು ಒಂದಾಗಿ ಗಣಪತಿಗೆ ಪೂಜೆ ಸಲ್ಲಿಕೆ bbox=[4, 63, 667, 102]
kabaddi-col2: ಆಯ್ಕೆಯಾದ ಬಾಪೂಜಿ ಶಾಲೆಯ ವಿದ್ಯಾರ್ಥಿಗಳಿಗೆ ಶಾಲಾ ಆಡಳಿತ ಮಂಡಳಿ ಅಭಿನಂದನೆ ಸಲ್ಲಿಸಿದರು. ದೈಹಿಕ ಶಿಕ್ಷಕರಾದ ಹನುಮಂತರಾಯಪ್ಪ, ರಾಮಾಂಜಿನಪ್ಪ, ನರೇಶ್, ರಾಜೇಶ್, ಲಕ್ಷ್ಮಿ ಕ್ರೀಡಾಪಟುಗಳಾದ ಮಂಜುನಾಥ್, ತಿರುಮಲ, ನವೀನ್, ಅಭಿಷೇಕ್, ವೆಂಕಟರಮಣ, ಚೇತನ್ ಉಪಸ್ಥಿತರಿದ್ದರು. bbox=[180, 1298, 356, 1367]
crowd-photo-icon bbox=[197, 118, 522, 272]
